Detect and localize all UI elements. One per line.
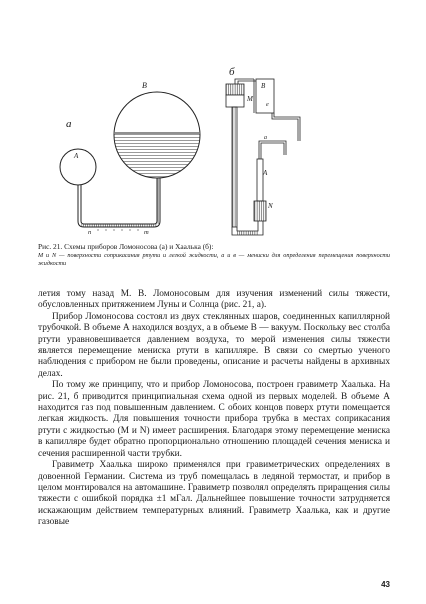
capillary-left <box>78 178 160 227</box>
bulb-b-label: B <box>142 81 147 90</box>
label-a: a <box>264 135 267 141</box>
paragraph-2: Прибор Ломоносова состоял из двух стеклянных шаров, соединенных капиллярной трубочкой. В объеме А находился воздух, а в объеме В — вакуум. Поскольку вес столба ртути уравновешивается давлением воздуха, то мерой изменения силы тяжести является перемещение мениска ртути в капилляре. В связи со смертью ученого наблюдения с прибором не были проведены, описание и расчеты найдены в архивных делах. <box>38 311 390 379</box>
mercury-capillary <box>81 224 157 227</box>
body-text <box>38 289 390 529</box>
caption-title: Рис. 21. Схемы приборов Ломоносова (а) и Хаалька (б): <box>38 242 214 251</box>
label-m: M <box>247 95 253 103</box>
chamber-n <box>254 201 266 221</box>
label-a-cap: A <box>263 169 268 177</box>
panel-label-a: а <box>66 118 72 130</box>
figure-schemes <box>58 55 358 243</box>
paragraph-1: летия тому назад М. В. Ломоносовым для изучения изменений силы тяжести, обусловленных притяжением Луны и Солнца (рис. 21, а). <box>38 289 390 311</box>
panel-label-b: б <box>229 66 235 78</box>
lomonosov-instrument <box>60 81 200 236</box>
capillary-a <box>259 141 286 159</box>
page-number: 43 <box>381 580 390 589</box>
chamber-m <box>226 95 244 107</box>
point-n-label: n <box>88 229 92 236</box>
mercury-column <box>232 107 237 227</box>
haalck-instrument <box>226 66 300 235</box>
bulb-a-label: A <box>74 152 79 160</box>
label-b: B <box>261 82 266 90</box>
chamber-m-top <box>226 84 244 95</box>
tube-a <box>257 159 263 201</box>
paragraph-4: Гравиметр Хаалька широко применялся при гравиметрических определениях в довоенной Германии. Система из труб помещалась в ледяной термостат, и прибор в целом монтировался на автомашине. Гравиметр позволял определять приращения силы тяжести с ошибкой порядка ±1 мГал. Дальнейшее повышение точности затрудняется искажающим действием температурных влияний. Гравиметр Хаалька, как и другие газовые <box>38 460 390 528</box>
paragraph-3: По тому же принципу, что и прибор Ломоносова, построен гравиметр Хаалька. На рис. 21, б приводится принципиальная схема одной из первых моделей. В объеме А находится газ под повышенным давлением. С обоих концов поверх ртути помещается легкая жидкость. Для повышения точности прибора трубка в местах соприкасания ртути с жидкостью (М и N) имеет расширения. Благодаря этому перемещение мениска в капилляре будет обратно пропорционально отношению площадей сечения мениска и сечения расширенной части трубки. <box>38 380 390 459</box>
figure-caption <box>38 242 390 267</box>
point-m-label: m <box>144 229 149 236</box>
caption-note: М и N — поверхности соприкасания ртути и легкой жидкости, а и в — мениски для определения перемещения поверхности жидкости <box>38 252 390 267</box>
mercury-in-bulb-b <box>114 133 200 179</box>
label-e: e <box>266 102 269 108</box>
scale-marks <box>98 229 138 231</box>
label-n: N <box>268 202 273 210</box>
